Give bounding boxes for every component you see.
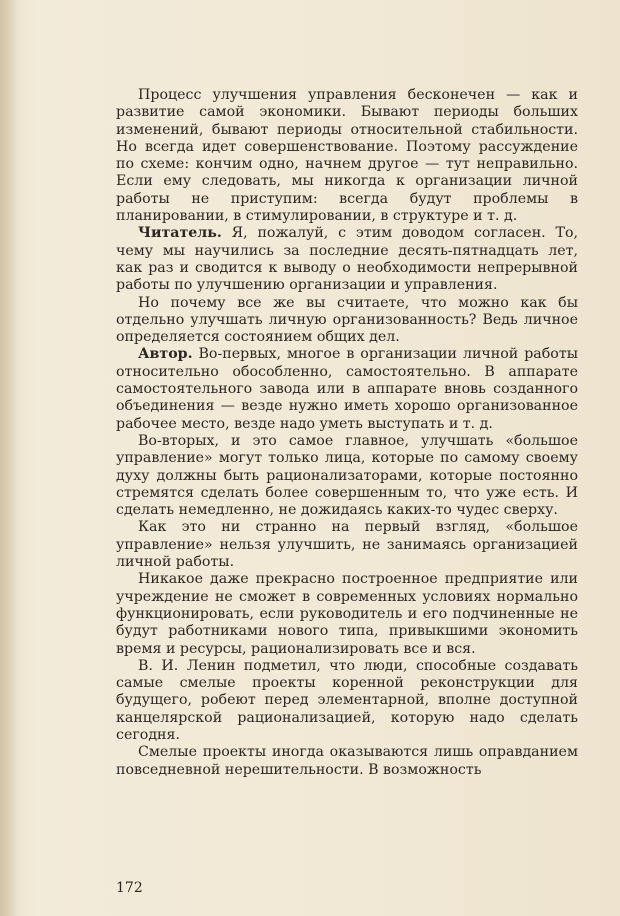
paragraph-text: Как это ни странно на первый взгляд, «большое управление» нельзя улучшить, не занимаясь организацией личной работы. [116, 519, 578, 571]
paragraph-text: В. И. Ленин подметил, что люди, способные создавать самые смелые проекты коренной реконструкции для будущего, робеют перед элементарной, вполне доступной канцелярской рационализацией, которую надо сделать сегодня. [116, 657, 578, 743]
page-gutter-shadow [0, 0, 18, 916]
paragraph-text: Я, пожалуй, с этим доводом согласен. То, чему мы научились за последние десять-пятнадцать лет, как раз и сводится к выводу о необходимости непрерывной работы по улучшению организации и управления. [116, 225, 578, 294]
paragraph [116, 658, 578, 744]
paragraph-text: Смелые проекты иногда оказываются лишь оправданием повседневной нерешительности. В возможность [116, 744, 578, 778]
speaker-label: Читатель. [138, 225, 222, 242]
paragraph-text: Никакое даже прекрасно построенное предприятие или учреждение не сможет в современных условиях нормально функционировать, если руководитель и его подчиненные не будут работниками нового типа, привыкшими экономить время и ресурсы, рационализировать все и вся. [116, 571, 578, 657]
paragraph [116, 744, 578, 779]
speaker-label: Автор. [138, 346, 193, 363]
page-number: 172 [116, 880, 143, 896]
paragraph [116, 519, 578, 571]
paragraph [116, 295, 578, 347]
paragraph [116, 433, 578, 519]
paragraph-text: Но почему все же вы считаете, что можно как бы отдельно улучшать личную организованность? Ведь личное определяется состоянием общих дел. [116, 294, 578, 346]
paragraph-text: Процесс улучшения управления бесконечен — как и развитие самой экономики. Бывают периоды больших изменений, бывают периоды относительной стабильности. Но всегда идет совершенствование. Поэтому рассуждение по схеме: кончим одно, начнем другое — тут неправильно. Если ему следовать, мы никогда к организации личной работы не приступим: всегда будут проблемы в планировании, в стимулировании, в структуре и т. д. [116, 87, 578, 225]
paragraph [116, 346, 578, 432]
paragraph [116, 571, 578, 657]
paragraph [116, 87, 578, 225]
paragraph-text: Во-вторых, и это самое главное, улучшать «большое управление» могут только лица, которые по самому своему духу должны быть рационализаторами, которые постоянно стремятся сделать более совершенным то, что уже есть. И сделать немедленно, не дожидаясь каких-то чудес сверху. [116, 432, 578, 519]
paragraph-text: Во-первых, многое в организации личной работы относительно обособленно, самостоятельно. В аппарате самостоятельного завода или в аппарате вновь созданного объединения — везде нужно иметь хорошо организованное рабочее место, везде надо уметь выступать и т. д. [116, 346, 578, 432]
paragraph [116, 225, 578, 294]
page-body-text [116, 87, 578, 779]
